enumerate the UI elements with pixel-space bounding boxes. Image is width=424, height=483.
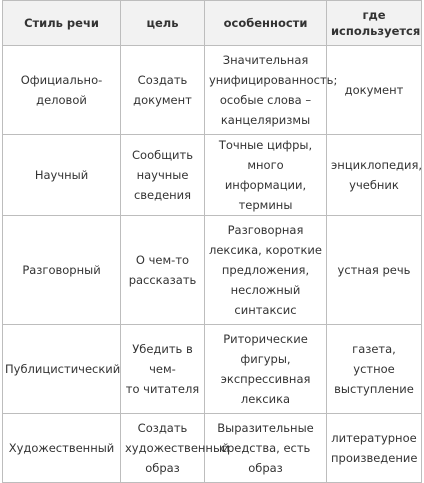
cell-style: Научный xyxy=(3,135,121,216)
cell-goal: Убедить в чем- то читателя xyxy=(121,325,205,414)
cell-usage: литературное произведение xyxy=(327,414,422,483)
cell-features: Точные цифры, много информации, термины xyxy=(205,135,327,216)
table-row xyxy=(3,46,422,135)
cell-usage: документ xyxy=(327,46,422,135)
table-row xyxy=(3,216,422,325)
cell-style: Публицистический xyxy=(3,325,121,414)
cell-style: Официально- деловой xyxy=(3,46,121,135)
header-usage: где используется xyxy=(327,1,422,46)
cell-goal: О чем-то рассказать xyxy=(121,216,205,325)
cell-style: Разговорный xyxy=(3,216,121,325)
header-style: Стиль речи xyxy=(3,1,121,46)
cell-usage: газета, устное выступление xyxy=(327,325,422,414)
cell-features: Разговорная лексика, короткие предложения, несложный синтаксис xyxy=(205,216,327,325)
cell-style: Художественный xyxy=(3,414,121,483)
cell-goal: Создать документ xyxy=(121,46,205,135)
header-features: особенности xyxy=(205,1,327,46)
cell-usage: энциклопедия, учебник xyxy=(327,135,422,216)
speech-styles-table xyxy=(2,0,422,483)
header-goal: цель xyxy=(121,1,205,46)
table-row xyxy=(3,135,422,216)
table-row xyxy=(3,325,422,414)
cell-features: Риторические фигуры, экспрессивная лексика xyxy=(205,325,327,414)
cell-goal: Сообщить научные сведения xyxy=(121,135,205,216)
header-row xyxy=(3,1,422,46)
cell-goal: Создать художественный образ xyxy=(121,414,205,483)
table-row xyxy=(3,414,422,483)
cell-features: Выразительные средства, есть образ xyxy=(205,414,327,483)
cell-features: Значительная унифицированность; особые слова – канцеляризмы xyxy=(205,46,327,135)
cell-usage: устная речь xyxy=(327,216,422,325)
